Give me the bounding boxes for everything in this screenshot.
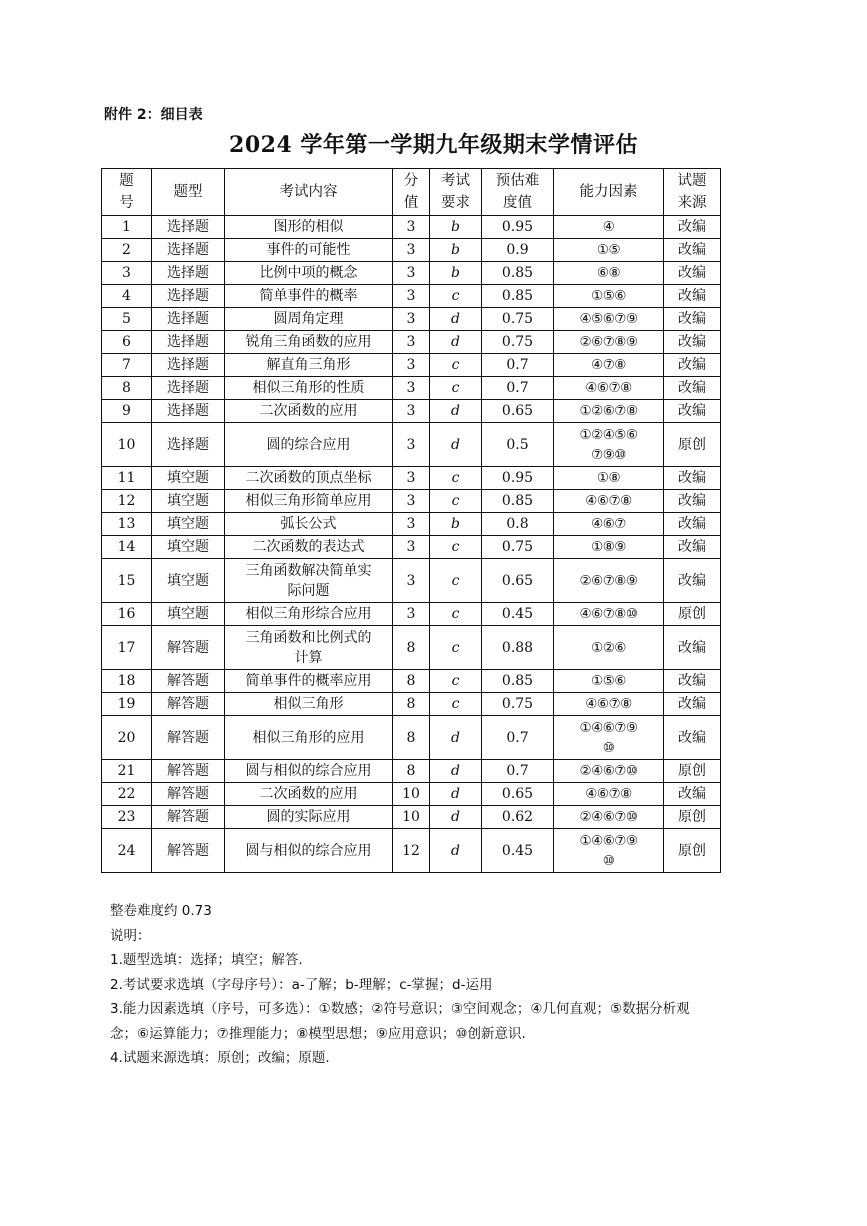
table-row [102,423,721,467]
table-row [102,513,721,536]
question-number-cell: 16 [102,603,152,626]
table-row [102,262,721,285]
score-cell: 3 [393,239,430,262]
difficulty-cell: 0.7 [482,716,554,760]
exam-content-cell: 圆周角定理 [225,308,393,331]
question-number-cell: 2 [102,239,152,262]
difficulty-cell: 0.75 [482,308,554,331]
question-number-cell: 5 [102,308,152,331]
column-header: 预估难 度值 [482,169,554,216]
source-cell: 原创 [664,760,721,783]
ability-factors-cell: ⑥⑧ [554,262,664,285]
ability-factors-cell: ④⑥⑦⑧⑩ [554,603,664,626]
difficulty-cell: 0.9 [482,239,554,262]
ability-factors-cell: ④ [554,216,664,239]
difficulty-cell: 0.62 [482,806,554,829]
requirement-cell: c [430,559,482,603]
ability-factors-cell: ①②⑥⑦⑧ [554,400,664,423]
source-cell: 原创 [664,829,721,873]
question-number-cell: 7 [102,354,152,377]
ability-factors-cell: ①⑤ [554,239,664,262]
question-number-cell: 18 [102,670,152,693]
source-cell: 改编 [664,670,721,693]
notes-section [110,899,710,1071]
exam-content-cell: 弧长公式 [225,513,393,536]
source-cell: 改编 [664,239,721,262]
requirement-cell: c [430,670,482,693]
ability-factors-cell: ④⑥⑦⑧ [554,783,664,806]
score-cell: 3 [393,285,430,308]
table-row [102,670,721,693]
question-type-cell: 填空题 [152,603,225,626]
exam-content-cell: 三角函数和比例式的 计算 [225,626,393,670]
question-number-cell: 12 [102,490,152,513]
requirement-cell: b [430,216,482,239]
question-type-cell: 解答题 [152,670,225,693]
exam-content-cell: 相似三角形的应用 [225,716,393,760]
table-row [102,308,721,331]
requirement-cell: c [430,377,482,400]
requirement-cell: d [430,783,482,806]
difficulty-cell: 0.75 [482,693,554,716]
exam-content-cell: 相似三角形 [225,693,393,716]
question-number-cell: 4 [102,285,152,308]
exam-content-cell: 比例中项的概念 [225,262,393,285]
difficulty-cell: 0.95 [482,467,554,490]
score-cell: 3 [393,603,430,626]
requirement-cell: c [430,467,482,490]
source-cell: 改编 [664,490,721,513]
question-type-cell: 解答题 [152,716,225,760]
requirement-cell: d [430,829,482,873]
ability-factors-cell: ①⑧ [554,467,664,490]
score-cell: 8 [393,693,430,716]
question-type-cell: 选择题 [152,216,225,239]
question-number-cell: 10 [102,423,152,467]
difficulty-cell: 0.85 [482,262,554,285]
question-type-cell: 选择题 [152,423,225,467]
requirement-cell: d [430,760,482,783]
column-header: 题型 [152,169,225,216]
detail-table [101,168,721,873]
source-cell: 改编 [664,262,721,285]
ability-factors-cell: ④⑥⑦⑧ [554,490,664,513]
exam-content-cell: 相似三角形综合应用 [225,603,393,626]
ability-factors-cell: ①⑤⑥ [554,285,664,308]
source-cell: 改编 [664,354,721,377]
note-line: 3.能力因素选填（序号，可多选）：①数感；②符号意识；③空间观念；④几何直观；⑤数据分析观念；⑥运算能力；⑦推理能力；⑧模型思想；⑨应用意识；⑩创新意识. [110,1001,690,1042]
question-number-cell: 19 [102,693,152,716]
difficulty-cell: 0.65 [482,400,554,423]
requirement-cell: c [430,354,482,377]
requirement-cell: c [430,693,482,716]
ability-factors-cell: ④⑥⑦ [554,513,664,536]
question-number-cell: 6 [102,331,152,354]
score-cell: 8 [393,670,430,693]
question-number-cell: 15 [102,559,152,603]
table-row [102,331,721,354]
difficulty-cell: 0.65 [482,559,554,603]
difficulty-cell: 0.95 [482,216,554,239]
exam-content-cell: 简单事件的概率应用 [225,670,393,693]
source-cell: 原创 [664,806,721,829]
exam-content-cell: 圆与相似的综合应用 [225,829,393,873]
score-cell: 3 [393,262,430,285]
difficulty-cell: 0.7 [482,760,554,783]
score-cell: 3 [393,536,430,559]
column-header: 考试 要求 [430,169,482,216]
table-row [102,603,721,626]
requirement-cell: d [430,400,482,423]
table-row [102,216,721,239]
question-number-cell: 22 [102,783,152,806]
source-cell: 改编 [664,693,721,716]
question-type-cell: 解答题 [152,626,225,670]
column-header: 能力因素 [554,169,664,216]
source-cell: 改编 [664,513,721,536]
difficulty-cell: 0.88 [482,626,554,670]
ability-factors-cell: ①⑧⑨ [554,536,664,559]
table-row [102,377,721,400]
exam-content-cell: 圆与相似的综合应用 [225,760,393,783]
score-cell: 3 [393,490,430,513]
table-row [102,467,721,490]
question-type-cell: 填空题 [152,536,225,559]
ability-factors-cell: ①⑤⑥ [554,670,664,693]
exam-content-cell: 相似三角形的性质 [225,377,393,400]
requirement-cell: b [430,262,482,285]
requirement-cell: b [430,513,482,536]
exam-content-cell: 圆的综合应用 [225,423,393,467]
difficulty-cell: 0.8 [482,513,554,536]
table-row [102,559,721,603]
ability-factors-cell: ②④⑥⑦⑩ [554,760,664,783]
question-number-cell: 24 [102,829,152,873]
question-type-cell: 选择题 [152,262,225,285]
question-number-cell: 21 [102,760,152,783]
difficulty-cell: 0.5 [482,423,554,467]
score-cell: 3 [393,559,430,603]
ability-factors-cell: ①②④⑤⑥ ⑦⑨⑩ [554,423,664,467]
source-cell: 改编 [664,377,721,400]
note-line: 4.试题来源选填：原创；改编；原题. [110,1050,330,1066]
question-type-cell: 解答题 [152,760,225,783]
requirement-cell: d [430,331,482,354]
score-cell: 3 [393,423,430,467]
question-type-cell: 填空题 [152,467,225,490]
source-cell: 改编 [664,783,721,806]
table-row [102,239,721,262]
exam-content-cell: 三角函数解决简单实 际问题 [225,559,393,603]
requirement-cell: c [430,490,482,513]
difficulty-cell: 0.45 [482,603,554,626]
exam-content-cell: 二次函数的顶点坐标 [225,467,393,490]
question-number-cell: 23 [102,806,152,829]
requirement-cell: d [430,716,482,760]
score-cell: 3 [393,400,430,423]
notes-heading: 说明： [110,927,151,944]
exam-content-cell: 锐角三角函数的应用 [225,331,393,354]
source-cell: 改编 [664,331,721,354]
question-number-cell: 11 [102,467,152,490]
question-number-cell: 20 [102,716,152,760]
question-type-cell: 解答题 [152,829,225,873]
score-cell: 3 [393,308,430,331]
column-header: 试题 来源 [664,169,721,216]
difficulty-cell: 0.75 [482,536,554,559]
ability-factors-cell: ①④⑥⑦⑨ ⑩ [554,716,664,760]
question-type-cell: 解答题 [152,693,225,716]
question-type-cell: 填空题 [152,490,225,513]
source-cell: 改编 [664,716,721,760]
question-type-cell: 选择题 [152,400,225,423]
table-row [102,693,721,716]
question-type-cell: 选择题 [152,308,225,331]
source-cell: 改编 [664,308,721,331]
table-row [102,626,721,670]
table-header-row [102,169,721,216]
score-cell: 3 [393,377,430,400]
question-number-cell: 17 [102,626,152,670]
question-type-cell: 填空题 [152,559,225,603]
difficulty-cell: 0.65 [482,783,554,806]
document-title: 2024 学年第一学期九年级期末学情评估 [229,132,638,158]
question-number-cell: 9 [102,400,152,423]
table-body [102,216,721,873]
question-number-cell: 3 [102,262,152,285]
column-header: 考试内容 [225,169,393,216]
requirement-cell: c [430,536,482,559]
score-cell: 3 [393,354,430,377]
ability-factors-cell: ④⑦⑧ [554,354,664,377]
score-cell: 3 [393,331,430,354]
table-row [102,490,721,513]
difficulty-cell: 0.45 [482,829,554,873]
ability-factors-cell: ①②⑥ [554,626,664,670]
requirement-cell: d [430,806,482,829]
difficulty-cell: 0.85 [482,670,554,693]
question-number-cell: 8 [102,377,152,400]
table-row [102,354,721,377]
question-number-cell: 14 [102,536,152,559]
exam-content-cell: 解直角三角形 [225,354,393,377]
question-type-cell: 选择题 [152,354,225,377]
requirement-cell: c [430,603,482,626]
exam-content-cell: 圆的实际应用 [225,806,393,829]
attachment-label: 附件 2：细目表 [104,107,203,123]
difficulty-cell: 0.85 [482,490,554,513]
ability-factors-cell: ④⑥⑦⑧ [554,693,664,716]
score-cell: 8 [393,716,430,760]
table-row [102,829,721,873]
requirement-cell: c [430,285,482,308]
question-type-cell: 解答题 [152,783,225,806]
source-cell: 原创 [664,603,721,626]
ability-factors-cell: ②⑥⑦⑧⑨ [554,559,664,603]
source-cell: 改编 [664,400,721,423]
source-cell: 原创 [664,423,721,467]
table-row [102,783,721,806]
source-cell: 改编 [664,559,721,603]
source-cell: 改编 [664,216,721,239]
question-number-cell: 1 [102,216,152,239]
ability-factors-cell: ④⑥⑦⑧ [554,377,664,400]
table-row [102,536,721,559]
score-cell: 10 [393,783,430,806]
question-type-cell: 选择题 [152,285,225,308]
table-row [102,716,721,760]
column-header: 题 号 [102,169,152,216]
difficulty-cell: 0.85 [482,285,554,308]
ability-factors-cell: ②④⑥⑦⑩ [554,806,664,829]
score-cell: 3 [393,216,430,239]
note-line: 2.考试要求选填（字母序号）：a-了解；b-理解；c-掌握；d-运用 [110,976,493,993]
exam-content-cell: 事件的可能性 [225,239,393,262]
difficulty-cell: 0.75 [482,331,554,354]
source-cell: 改编 [664,285,721,308]
source-cell: 改编 [664,536,721,559]
source-cell: 改编 [664,626,721,670]
question-type-cell: 解答题 [152,806,225,829]
score-cell: 3 [393,513,430,536]
score-cell: 3 [393,467,430,490]
question-type-cell: 填空题 [152,513,225,536]
table-row [102,806,721,829]
requirement-cell: b [430,239,482,262]
requirement-cell: d [430,423,482,467]
requirement-cell: d [430,308,482,331]
requirement-cell: c [430,626,482,670]
table-row [102,400,721,423]
overall-difficulty: 整卷难度约 0.73 [110,903,212,919]
score-cell: 8 [393,626,430,670]
question-type-cell: 选择题 [152,377,225,400]
exam-content-cell: 简单事件的概率 [225,285,393,308]
exam-content-cell: 二次函数的应用 [225,400,393,423]
exam-content-cell: 二次函数的表达式 [225,536,393,559]
exam-content-cell: 图形的相似 [225,216,393,239]
ability-factors-cell: ④⑤⑥⑦⑨ [554,308,664,331]
exam-content-cell: 二次函数的应用 [225,783,393,806]
score-cell: 8 [393,760,430,783]
ability-factors-cell: ②⑥⑦⑧⑨ [554,331,664,354]
difficulty-cell: 0.7 [482,377,554,400]
score-cell: 12 [393,829,430,873]
question-type-cell: 选择题 [152,331,225,354]
question-number-cell: 13 [102,513,152,536]
column-header: 分 值 [393,169,430,216]
note-line: 1.题型选填：选择；填空；解答. [110,952,303,968]
table-row [102,760,721,783]
score-cell: 10 [393,806,430,829]
difficulty-cell: 0.7 [482,354,554,377]
exam-content-cell: 相似三角形简单应用 [225,490,393,513]
source-cell: 改编 [664,467,721,490]
table-row [102,285,721,308]
ability-factors-cell: ①④⑥⑦⑨ ⑩ [554,829,664,873]
question-type-cell: 选择题 [152,239,225,262]
